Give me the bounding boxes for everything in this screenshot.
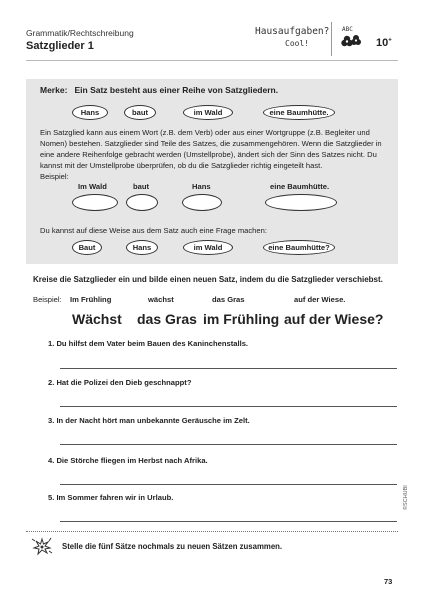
merke-explanation [40,127,385,182]
word-hans: Hans [192,182,211,191]
header-separator [331,22,332,56]
word-baut: baut [133,182,150,191]
handwritten-word: auf der Wiese? [284,311,384,327]
question-3: 3. In der Nacht hört man unbekannte Geräusche im Zelt. [48,416,250,425]
merke-heading [40,85,278,95]
final-instruction: Stelle die fünf Sätze nochmals zu neuen Sätzen zusammen. [62,542,283,551]
grade-label [376,37,392,49]
dotted-divider [26,531,398,532]
question-2: 2. Hat die Polizei den Dieb geschnappt? [48,378,192,387]
handwritten-word: das Gras [137,311,197,327]
page-title: Satzglieder 1 [26,40,94,52]
answer-line[interactable] [60,444,397,445]
question-intro: Du kannst auf diese Weise aus dem Satz auch eine Frage machen: [40,226,267,235]
empty-oval [265,194,337,211]
explanation-text: Ein Satzglied kann aus einem Wort (z.B. dem Verb) oder aus einer Wortgruppe (z.B. Begleiter und Nomen) bestehen. Satzglieder sind Teile des Satzes, die zusammengehören. Wenn die Satzglieder in eine andere Reihenfolge gebracht werden (Umstellprobe), ändert sich der Sinn des Satzes nicht. Du kannst mit der Umstellprobe überprüfen, ob du die Satzglieder richtig eingeteilt hast. [40,128,382,170]
answer-line[interactable] [60,368,397,369]
empty-oval [72,194,118,211]
oval-im-wald: im Wald [183,105,233,120]
bsp-word: wächst [148,295,174,304]
oval-baut: baut [124,105,156,120]
empty-oval [182,194,222,211]
answer-line[interactable] [60,406,397,407]
header-rule [26,60,398,61]
question-5: 5. Im Sommer fahren wir in Urlaub. [48,493,174,502]
bsp-word: das Gras [212,295,245,304]
brand-line2: Cool! [285,39,310,48]
handwritten-word: im Frühling [203,311,280,327]
task-instruction: Kreise die Satzglieder ein und bilde einen neuen Satz, indem du die Satzglieder verschiebst. [33,275,383,284]
task-beispiel-label: Beispiel: [33,295,62,304]
word-im-wald: Im Wald [78,182,107,191]
bsp-word: auf der Wiese. [294,295,346,304]
oval-baut-q: Baut [72,240,102,255]
star-burst-icon [30,536,54,556]
answer-line[interactable] [60,521,397,522]
bsp-word: Im Frühling [70,295,112,304]
merke-label: Merke: [40,85,68,95]
oval-eine-baumhuette-q: eine Baumhütte? [263,240,335,255]
beispiel-label: Beispiel: [40,172,69,181]
oval-hans: Hans [72,105,108,120]
merke-statement: Ein Satz besteht aus einer Reihe von Satzgliedern. [74,85,279,95]
answer-line[interactable] [60,484,397,485]
abc-flower-icon [338,24,364,50]
oval-eine-baumhuette: eine Baumhütte. [263,105,335,120]
question-4: 4. Die Störche fliegen im Herbst nach Afrika. [48,456,208,465]
handwritten-word: Wächst [72,311,122,327]
logo-text: ABC [342,26,353,33]
word-eine-baumhuette: eine Baumhütte. [270,182,330,191]
page-number: 73 [384,577,393,586]
publisher-code: ©SCHUBI [403,485,409,510]
brand-line1: Hausaufgaben? [255,26,330,37]
oval-hans-q: Hans [126,240,158,255]
question-1: 1. Du hilfst dem Vater beim Bauen des Kaninchenstalls. [48,339,249,348]
oval-im-wald-q: im Wald [183,240,233,255]
subject-label: Grammatik/Rechtschreibung [26,28,134,38]
grade-number: 10 [376,37,389,49]
grade-suffix: + [388,37,392,44]
empty-oval [126,194,158,211]
